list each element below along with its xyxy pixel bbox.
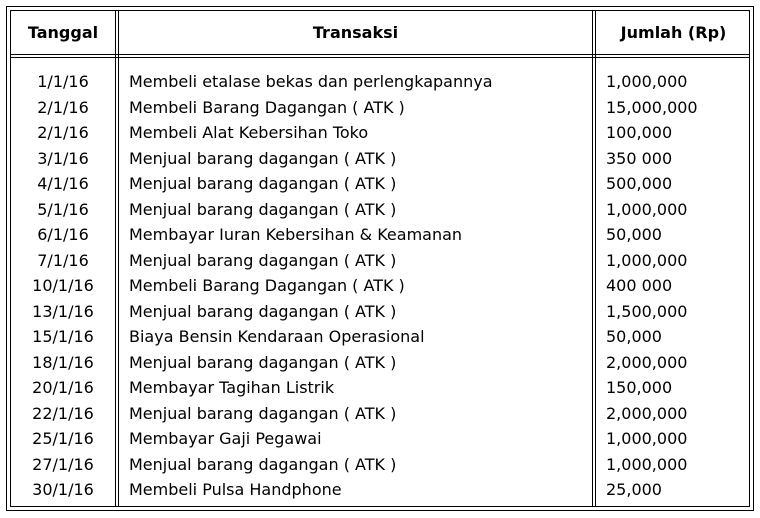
table-row bbox=[11, 324, 749, 350]
cell-transaction: Menjual barang dagangan ( ATK ) bbox=[129, 250, 397, 270]
cell-date: 25/1/16 bbox=[32, 429, 94, 448]
cell-date: 2/1/16 bbox=[37, 123, 89, 142]
table-row bbox=[11, 222, 749, 248]
table-row bbox=[11, 171, 749, 197]
cell-amount: 15,000,000 bbox=[606, 97, 698, 117]
cell-date: 20/1/16 bbox=[32, 378, 94, 397]
cell-amount: 2,000,000 bbox=[606, 403, 688, 423]
table-row bbox=[11, 350, 749, 376]
cell-date: 4/1/16 bbox=[37, 174, 89, 193]
cell-transaction: Menjual barang dagangan ( ATK ) bbox=[129, 301, 397, 321]
cell-transaction: Membeli Pulsa Handphone bbox=[129, 480, 342, 499]
cell-date: 30/1/16 bbox=[32, 480, 94, 499]
cell-transaction: Membeli Alat Kebersihan Toko bbox=[129, 123, 369, 142]
header-date: Tanggal bbox=[27, 23, 99, 42]
cell-date: 7/1/16 bbox=[37, 250, 89, 270]
table-row bbox=[11, 273, 749, 299]
cell-amount: 1,000,000 bbox=[606, 250, 688, 270]
cell-amount: 1,000,000 bbox=[606, 429, 688, 448]
table-row bbox=[11, 452, 749, 478]
table-row bbox=[11, 248, 749, 274]
table-row bbox=[11, 375, 749, 401]
cell-date: 2/1/16 bbox=[37, 97, 89, 117]
table-row bbox=[11, 197, 749, 223]
cell-transaction: Biaya Bensin Kendaraan Operasional bbox=[129, 327, 425, 346]
cell-transaction: Membayar Iuran Kebersihan & Keamanan bbox=[129, 225, 463, 244]
cell-amount: 2,000,000 bbox=[606, 352, 688, 372]
cell-date: 27/1/16 bbox=[32, 454, 94, 474]
header-amount: Jumlah (Rp) bbox=[620, 23, 727, 42]
cell-amount: 50,000 bbox=[606, 225, 662, 244]
cell-amount: 25,000 bbox=[606, 480, 662, 499]
cell-date: 10/1/16 bbox=[32, 276, 94, 295]
cell-date: 5/1/16 bbox=[37, 199, 89, 219]
table-row bbox=[11, 401, 749, 427]
cell-amount: 100,000 bbox=[606, 123, 673, 142]
cell-transaction: Menjual barang dagangan ( ATK ) bbox=[129, 199, 397, 219]
cell-amount: 350 000 bbox=[606, 148, 673, 168]
table-row bbox=[11, 426, 749, 452]
table-inner-border bbox=[10, 10, 750, 507]
cell-date: 13/1/16 bbox=[32, 301, 94, 321]
cell-transaction: Menjual barang dagangan ( ATK ) bbox=[129, 454, 397, 474]
table-row bbox=[11, 477, 749, 503]
table-body bbox=[11, 69, 749, 503]
cell-date: 6/1/16 bbox=[37, 225, 89, 244]
cell-transaction: Membayar Tagihan Listrik bbox=[129, 378, 335, 397]
cell-amount: 1,500,000 bbox=[606, 301, 688, 321]
cell-amount: 50,000 bbox=[606, 327, 662, 346]
cell-transaction: Membeli etalase bekas dan perlengkapannya bbox=[129, 72, 493, 91]
cell-transaction: Membeli Barang Dagangan ( ATK ) bbox=[129, 276, 405, 295]
table-row bbox=[11, 299, 749, 325]
cell-amount: 1,000,000 bbox=[606, 199, 688, 219]
cell-transaction: Membayar Gaji Pegawai bbox=[129, 429, 322, 448]
cell-transaction: Membeli Barang Dagangan ( ATK ) bbox=[129, 97, 405, 117]
cell-amount: 1,000,000 bbox=[606, 72, 688, 91]
header-divider bbox=[11, 54, 749, 58]
transaction-table bbox=[6, 6, 754, 511]
cell-date: 1/1/16 bbox=[37, 72, 89, 91]
cell-date: 15/1/16 bbox=[32, 327, 94, 346]
table-row bbox=[11, 95, 749, 121]
cell-date: 18/1/16 bbox=[32, 352, 94, 372]
cell-transaction: Menjual barang dagangan ( ATK ) bbox=[129, 148, 397, 168]
table-row bbox=[11, 69, 749, 95]
cell-date: 22/1/16 bbox=[32, 403, 94, 423]
header-transaction: Transaksi bbox=[312, 23, 399, 42]
cell-amount: 500,000 bbox=[606, 174, 673, 193]
cell-transaction: Menjual barang dagangan ( ATK ) bbox=[129, 403, 397, 423]
cell-amount: 400 000 bbox=[606, 276, 673, 295]
table-row bbox=[11, 146, 749, 172]
cell-date: 3/1/16 bbox=[37, 148, 89, 168]
cell-transaction: Menjual barang dagangan ( ATK ) bbox=[129, 174, 397, 193]
cell-amount: 150,000 bbox=[606, 378, 673, 397]
cell-transaction: Menjual barang dagangan ( ATK ) bbox=[129, 352, 397, 372]
table-row bbox=[11, 120, 749, 146]
cell-amount: 1,000,000 bbox=[606, 454, 688, 474]
